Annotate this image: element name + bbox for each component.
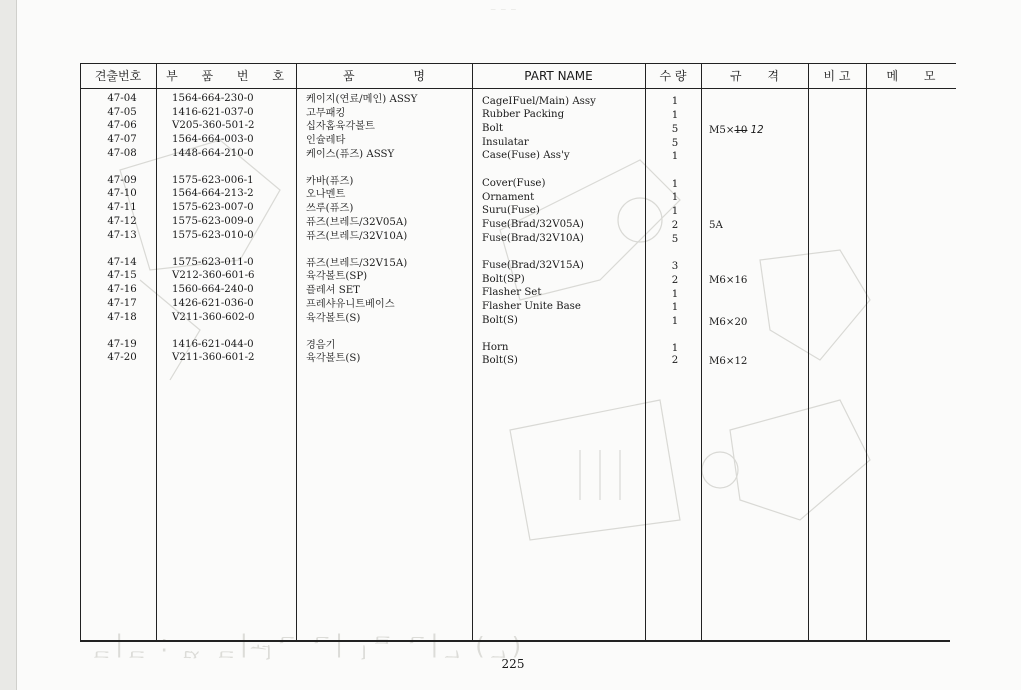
spec-struck-value: 10: [734, 125, 748, 136]
header-qty: 수 량: [659, 69, 687, 83]
row-no: 47-06: [107, 120, 137, 131]
row-name-kr: 십자홈육각볼트: [306, 121, 375, 132]
row-part-name: Flasher Set: [482, 287, 542, 298]
row-qty: 1: [671, 302, 679, 313]
row-qty: 2: [671, 355, 679, 366]
row-qty: 1: [671, 343, 679, 354]
row-name-kr: 플레셔 SET: [306, 285, 360, 296]
row-no: 47-11: [107, 202, 137, 213]
header-part-name: PART NAME: [524, 69, 593, 83]
row-spec: [709, 124, 764, 137]
row-part-name: Ornament: [482, 192, 535, 203]
row-part-name: Horn: [482, 342, 509, 353]
row-part-name: Rubber Packing: [482, 109, 565, 120]
row-part-no: V211-360-602-0: [172, 312, 255, 323]
row-part-no: 1575-623-007-0: [172, 202, 254, 213]
row-part-no: 1575-623-011-0: [172, 257, 254, 268]
row-part-name: Fuse(Brad/32V05A): [482, 219, 584, 230]
row-part-name: Cover(Fuse): [482, 178, 546, 189]
row-name-kr: 케이지(연료/메인) ASSY: [306, 94, 418, 105]
row-part-name: Bolt: [482, 123, 503, 134]
row-qty: 1: [671, 151, 679, 162]
row-part-no: 1575-623-010-0: [172, 230, 254, 241]
row-no: 47-05: [107, 107, 137, 118]
row-name-kr: 육각볼트(S): [306, 353, 361, 364]
row-qty: 2: [671, 275, 679, 286]
row-part-no: 1448-664-210-0: [172, 148, 254, 159]
row-no: 47-16: [107, 284, 137, 295]
bleed-through-glyph: ᄃ|ᄃ : ᄃᄉ ᄃ|ᅯᆫ ᆫ|ᅵᆯ ᆫ|ᄀ (ᄀ): [90, 633, 524, 661]
row-part-name: Fuse(Brad/32V10A): [482, 233, 584, 244]
row-no: 47-13: [107, 230, 137, 241]
row-name-kr: 퓨즈(브레드/32V15A): [306, 258, 408, 269]
row-no: 47-20: [107, 352, 137, 363]
row-name-kr: 육각볼트(S): [306, 313, 361, 324]
col-border-5: [701, 63, 702, 641]
row-spec: M6×12: [709, 356, 748, 367]
row-qty: 1: [671, 206, 679, 217]
row-part-name: Suru(Fuse): [482, 205, 540, 216]
row-spec: 5A: [709, 220, 723, 231]
row-qty: 5: [671, 124, 679, 135]
col-border-7: [866, 63, 867, 641]
row-part-no: 1416-621-044-0: [172, 339, 254, 350]
row-qty: 1: [671, 96, 679, 107]
page-binding-edge: [0, 0, 17, 690]
row-part-no: 1560-664-240-0: [172, 284, 254, 295]
header-part-no: 부 품 번 호: [166, 69, 294, 83]
col-border-6: [808, 63, 809, 641]
row-no: 47-12: [107, 216, 137, 227]
row-no: 47-04: [107, 93, 137, 104]
row-qty: 5: [671, 138, 679, 149]
row-spec: M6×20: [709, 317, 748, 328]
row-qty: 3: [671, 261, 679, 272]
row-qty: 1: [671, 110, 679, 121]
table-top-border: [80, 63, 956, 64]
row-name-kr: 경음기: [306, 340, 336, 351]
row-part-name: Flasher Unite Base: [482, 301, 581, 312]
spec-handwritten-value: 12: [750, 125, 764, 136]
row-part-no: V205-360-501-2: [172, 120, 255, 131]
page-number: 225: [501, 657, 525, 671]
bleed-through-text-top: [490, 4, 517, 18]
row-qty: 1: [671, 179, 679, 190]
row-qty: 1: [671, 316, 679, 327]
header-remark: 비 고: [823, 69, 851, 83]
row-no: 47-10: [107, 188, 137, 199]
row-part-no: 1564-664-003-0: [172, 134, 254, 145]
row-part-no: 1564-664-230-0: [172, 93, 254, 104]
row-part-no: 1426-621-036-0: [172, 298, 254, 309]
row-part-name: Case(Fuse) Ass'y: [482, 150, 570, 161]
row-no: 47-09: [107, 175, 137, 186]
row-part-no: 1575-623-009-0: [172, 216, 254, 227]
row-part-no: 1416-621-037-0: [172, 107, 254, 118]
header-no: 견출번호: [94, 69, 142, 83]
bleed-through-footer-text: [90, 632, 523, 667]
row-qty: 1: [671, 289, 679, 300]
row-name-kr: 퓨즈(브레드/32V10A): [306, 231, 408, 242]
row-no: 47-17: [107, 298, 137, 309]
row-no: 47-19: [107, 339, 137, 350]
col-border-1: [156, 63, 157, 641]
row-part-name: CageIFuel/Main) Assy: [482, 96, 596, 107]
row-part-no: V212-360-601-6: [172, 270, 255, 281]
row-part-no: V211-360-601-2: [172, 352, 255, 363]
row-no: 47-18: [107, 312, 137, 323]
row-spec: M6×16: [709, 275, 748, 286]
row-name-kr: 쓰루(퓨즈): [306, 203, 354, 214]
row-no: 47-07: [107, 134, 137, 145]
header-bottom-border: [80, 88, 956, 89]
row-part-name: Fuse(Brad/32V15A): [482, 260, 584, 271]
row-part-name: Bolt(S): [482, 315, 518, 326]
row-name-kr: 카바(퓨즈): [306, 176, 354, 187]
row-part-name: Bolt(SP): [482, 274, 525, 285]
row-no: 47-15: [107, 270, 137, 281]
row-part-no: 1575-623-006-1: [172, 175, 254, 186]
row-name-kr: 퓨즈(브레드/32V05A): [306, 217, 408, 228]
row-part-no: 1564-664-213-2: [172, 188, 254, 199]
row-name-kr: 인슐레타: [306, 135, 346, 146]
col-border-3: [472, 63, 473, 641]
row-part-name: Insulatar: [482, 137, 529, 148]
col-border-left: [80, 63, 81, 641]
col-border-4: [645, 63, 646, 641]
row-qty: 5: [671, 234, 679, 245]
row-name-kr: 고무패킹: [306, 108, 346, 119]
row-part-name: Bolt(S): [482, 355, 518, 366]
row-qty: 1: [671, 192, 679, 203]
bleed-through-glyph: ⁻ ⁻ ⁻: [490, 4, 517, 18]
row-name-kr: 육각볼트(SP): [306, 271, 368, 282]
header-memo: 메 모: [886, 69, 936, 83]
row-name-kr: 케이스(퓨즈) ASSY: [306, 149, 395, 160]
header-name-kr: 품 명: [343, 69, 425, 83]
table-bottom-border: [80, 640, 950, 642]
header-spec: 규 격: [730, 69, 779, 83]
row-no: 47-14: [107, 257, 137, 268]
row-name-kr: 오나멘트: [306, 189, 346, 200]
col-border-2: [296, 63, 297, 641]
row-no: 47-08: [107, 148, 137, 159]
row-name-kr: 프레샤유니트베이스: [306, 299, 395, 310]
row-qty: 2: [671, 220, 679, 231]
spec-text: M5×: [709, 125, 735, 136]
